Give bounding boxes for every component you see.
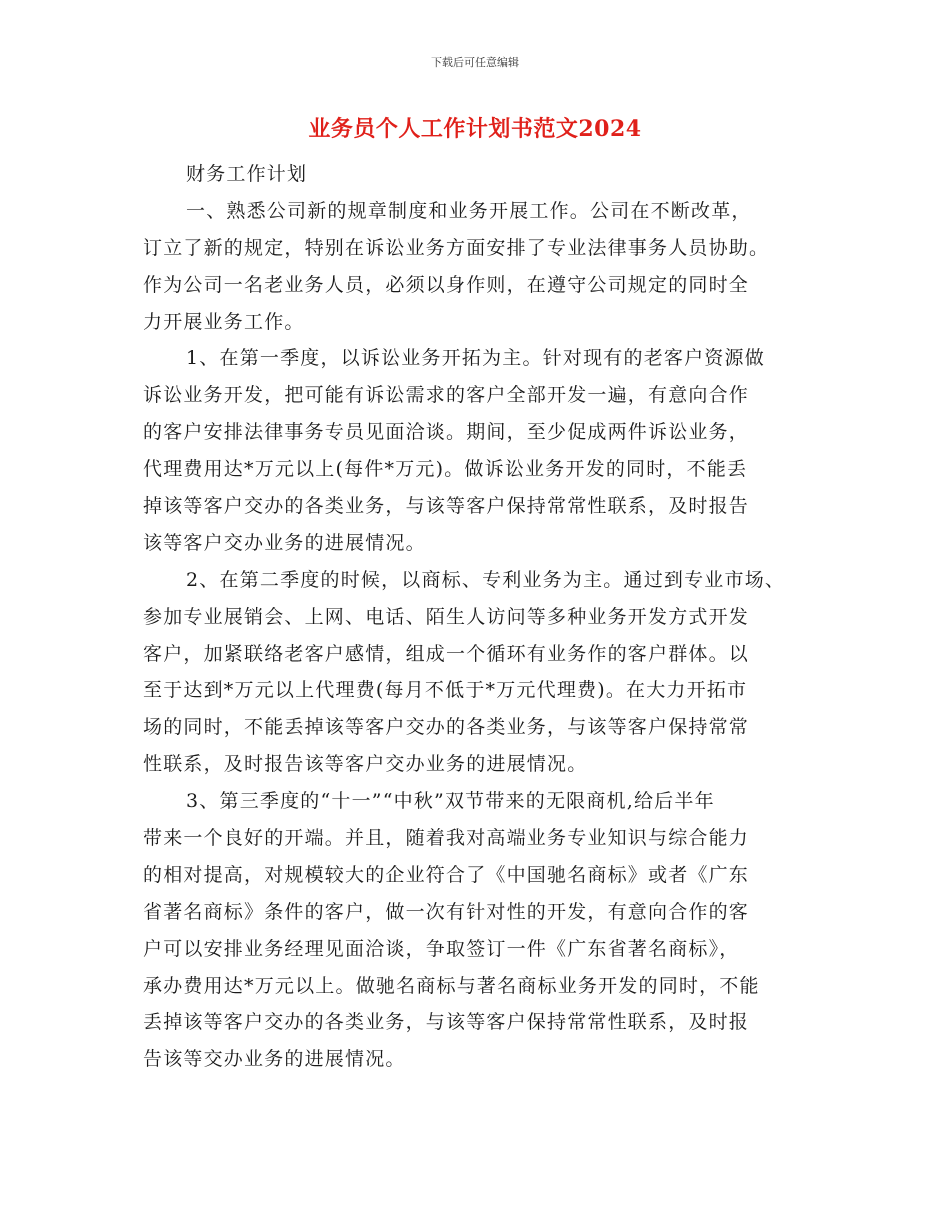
body-text-line: 省著名商标》条件的客户，做一次有针对性的开发，有意向合作的客	[143, 900, 750, 923]
body-text-line: 掉该等客户交办的各类业务，与该等客户保持常常性联系，及时报告	[143, 495, 750, 518]
document-body	[143, 156, 823, 1078]
body-text-line: 1、在第一季度，以诉讼业务开拓为主。针对现有的老客户资源做	[186, 347, 765, 370]
body-text-line: 户可以安排业务经理见面洽谈，争取签订一件《广东省著名商标》，	[143, 937, 740, 960]
body-text-line: 的客户安排法律事务专员见面洽谈。期间，至少促成两件诉讼业务，	[143, 421, 750, 444]
body-text-line: 带来一个良好的开端。并且，随着我对高端业务专业知识与综合能力	[143, 827, 750, 850]
body-text-line: 财务工作计划	[186, 163, 308, 185]
document-title: 业务员个人工作计划书范文2024	[308, 116, 642, 142]
body-text-line: 作为公司一名老业务人员，必须以身作则，在遵守公司规定的同时全	[143, 273, 750, 296]
body-text-line: 订立了新的规定，特别在诉讼业务方面安排了专业法律事务人员协助。	[143, 236, 770, 259]
body-text-line: 代理费用达*万元以上(每件*万元)。做诉讼业务开发的同时，不能丢	[143, 458, 748, 481]
body-text-line: 参加专业展销会、上网、电话、陌生人访问等多种业务开发方式开发	[143, 605, 750, 628]
body-text-line: 力开展业务工作。	[143, 310, 305, 333]
body-text-line: 承办费用达*万元以上。做驰名商标与著名商标业务开发的同时，不能	[143, 974, 760, 997]
body-text-line: 客户，加紧联络老客户感情，组成一个循环有业务作的客户群体。以	[143, 642, 750, 665]
body-text-line: 至于达到*万元以上代理费(每月不低于*万元代理费)。在大力开拓市	[143, 679, 748, 702]
body-text-line: 诉讼业务开发，把可能有诉讼需求的客户全部开发一遍，有意向合作	[143, 384, 750, 407]
body-text-line: 该等客户交办业务的进展情况。	[143, 531, 426, 554]
body-text-line: 一、熟悉公司新的规章制度和业务开展工作。公司在不断改革，	[186, 199, 752, 222]
body-text-line: 2、在第二季度的时候，以商标、专利业务为主。通过到专业市场、	[186, 568, 786, 591]
body-text-line: 性联系，及时报告该等客户交办业务的进展情况。	[143, 753, 588, 776]
body-text-line: 告该等交办业务的进展情况。	[143, 1048, 406, 1071]
body-text-line: 场的同时，不能丢掉该等客户交办的各类业务，与该等客户保持常常	[143, 716, 750, 739]
body-text-line: 丢掉该等客户交办的各类业务，与该等客户保持常常性联系，及时报	[143, 1011, 750, 1034]
body-text-line: 3、第三季度的“十一”“中秋”双节带来的无限商机,给后半年	[186, 790, 715, 813]
page-header-note: 下载后可任意编辑	[431, 56, 519, 69]
body-text-line: 的相对提高，对规模较大的企业符合了《中国驰名商标》或者《广东	[143, 863, 750, 886]
